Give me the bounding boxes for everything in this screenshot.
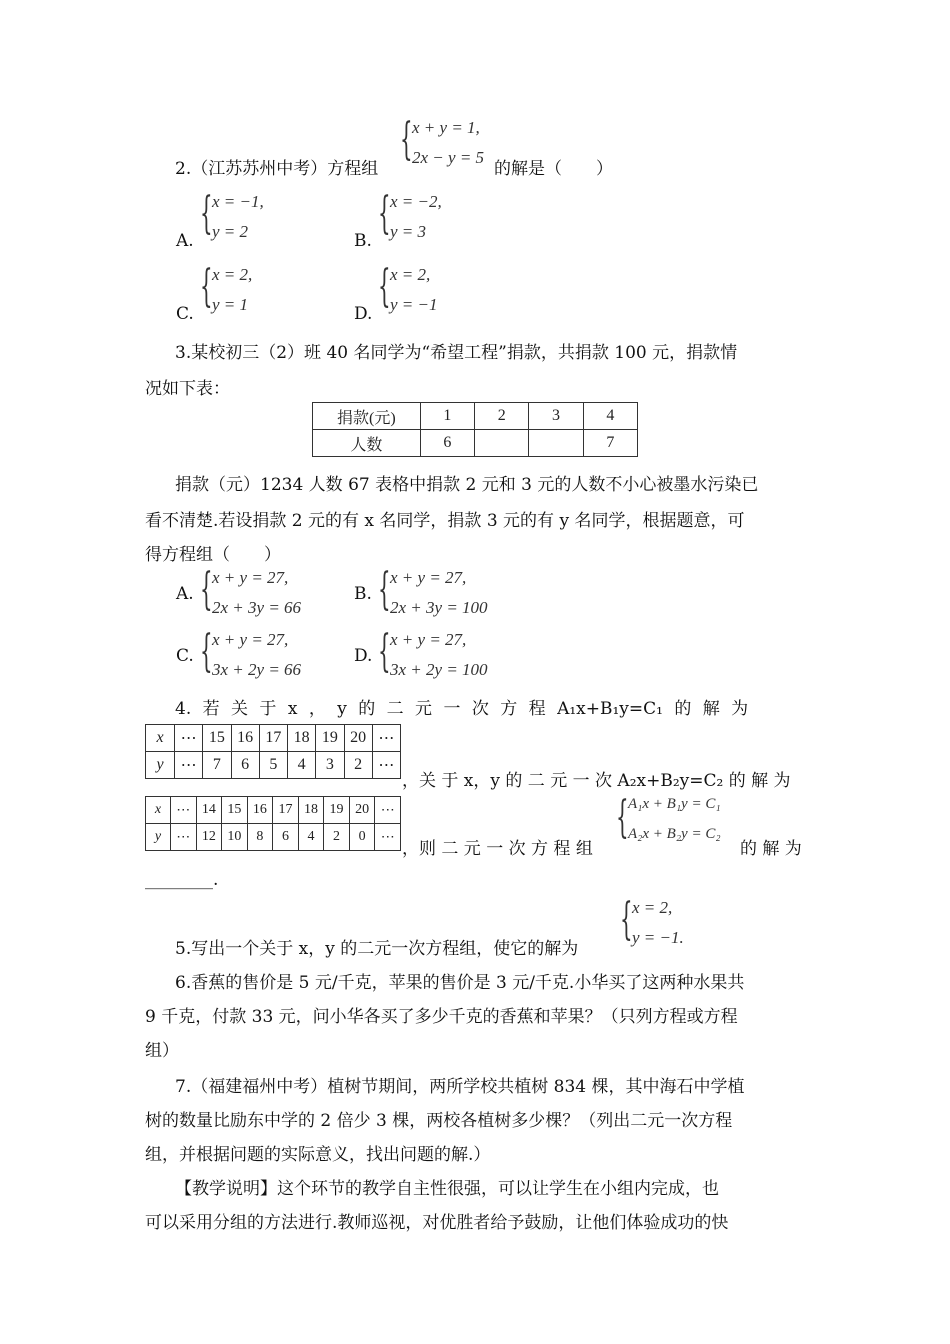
equation-line: x = −1, [212, 192, 264, 211]
table-cell: 6 [420, 430, 474, 457]
table-cell: 4 [583, 403, 637, 430]
table-cell: ⋯ [372, 752, 400, 779]
q4-solution-table-2 [145, 796, 401, 851]
table-cell: ⋯ [372, 725, 400, 752]
q4-answer-blank: ________. [145, 870, 219, 890]
table-row [146, 725, 401, 752]
q3-paragraph-line3: 得方程组（ ） [145, 545, 281, 565]
equation-line: 2x + 3y = 66 [212, 598, 302, 617]
brace-icon: { [200, 261, 213, 312]
table-cell: 7 [583, 430, 637, 457]
table-row [313, 430, 638, 457]
brace-icon: { [378, 261, 391, 312]
table-cell: 20 [349, 797, 375, 824]
equation-line: A₂x + B₂y = C₂ [628, 826, 721, 842]
q6-line3: 组） [145, 1041, 179, 1061]
brace-icon: { [200, 626, 213, 677]
table-cell: 0 [349, 824, 375, 851]
brace-icon: { [378, 188, 391, 239]
brace-icon: { [616, 792, 629, 843]
table-cell: 17 [259, 725, 287, 752]
q6-line1: 6.香蕉的售价是 5 元/千克，苹果的售价是 3 元/千克.小华买了这两种水果共 [175, 973, 745, 993]
table-cell: 3 [529, 403, 583, 430]
brace-icon: { [378, 626, 391, 677]
equation-line: x = −2, [390, 192, 442, 211]
q3-option-d-label: D. [354, 646, 373, 666]
table-cell: 15 [222, 797, 248, 824]
table-cell: 2 [344, 752, 372, 779]
q4-line1: 4. 若 关 于 x ， y 的 二 元 一 次 方 程 A₁x+B₁y=C₁ 的 解 为 [175, 699, 749, 719]
table-cell: 8 [247, 824, 273, 851]
table-cell: y [146, 752, 175, 779]
table-cell: x [146, 725, 175, 752]
equation-line: 2x − y = 5 [412, 148, 485, 167]
q3-option-c-label: C. [176, 646, 194, 666]
equation-line: y = −1 [390, 295, 438, 314]
table-cell: 16 [231, 725, 259, 752]
table-cell: ⋯ [175, 752, 203, 779]
equation-line: y = −1. [632, 928, 684, 947]
equation-line: 2x + 3y = 100 [390, 598, 488, 617]
equation-line: y = 2 [212, 222, 249, 241]
teaching-note-line1: 【教学说明】这个环节的教学自主性很强，可以让学生在小组内完成，也 [175, 1179, 719, 1199]
q5-text: 5.写出一个关于 x，y 的二元一次方程组，使它的解为 [175, 939, 579, 959]
equation-line: x = 2, [632, 898, 673, 917]
table-row [146, 752, 401, 779]
q4-then-text: ，则 二 元 一 次 方 程 组 [402, 839, 593, 859]
table-cell: y [146, 824, 171, 851]
equation-line: x = 2, [212, 265, 253, 284]
equation-line: x + y = 27, [390, 630, 467, 649]
equation-line: x + y = 27, [212, 630, 289, 649]
table-cell [529, 430, 583, 457]
table-cell: 6 [273, 824, 299, 851]
table-row [146, 824, 401, 851]
table-cell: ⋯ [175, 725, 203, 752]
table-row [146, 797, 401, 824]
q2-option-d-label: D. [354, 304, 373, 324]
table-cell: ⋯ [375, 797, 401, 824]
q2-prefix: 2.（江苏苏州中考）方程组 [175, 159, 379, 179]
q3-line2: 况如下表： [145, 379, 230, 399]
table-cell: ⋯ [171, 824, 197, 851]
table-cell: 3 [316, 752, 344, 779]
brace-icon: { [400, 114, 413, 165]
equation-line: 3x + 2y = 100 [390, 660, 488, 679]
table-cell: 人数 [313, 430, 421, 457]
table-cell: 12 [196, 824, 222, 851]
table-cell: 7 [203, 752, 231, 779]
q2-option-c-label: C. [176, 304, 194, 324]
q7-line2: 树的数量比励东中学的 2 倍少 3 棵，两校各植树多少棵？（列出二元一次方程 [145, 1111, 733, 1131]
q3-donation-table [312, 402, 638, 457]
table-cell: 19 [316, 725, 344, 752]
table-cell: 14 [196, 797, 222, 824]
equation-line: x + y = 27, [212, 568, 289, 587]
table-cell: 捐款(元) [313, 403, 421, 430]
q6-line2: 9 千克，付款 33 元，问小华各买了多少千克的香蕉和苹果？（只列方程或方程 [145, 1007, 738, 1027]
table-cell: 4 [288, 752, 316, 779]
equation-line: x = 2, [390, 265, 431, 284]
table-cell: x [146, 797, 171, 824]
table-row [313, 403, 638, 430]
q4-mid-text: ，关 于 x，y 的 二 元 一 次 A₂x+B₂y=C₂ 的 解 为 [402, 771, 791, 791]
table-cell: 15 [203, 725, 231, 752]
table-cell: 19 [324, 797, 350, 824]
brace-icon: { [620, 894, 633, 945]
q4-tail-text: 的 解 为 [740, 839, 802, 859]
table-cell: 2 [475, 403, 529, 430]
table-cell: 16 [247, 797, 273, 824]
equation-line: y = 1 [212, 295, 249, 314]
q3-line1: 3.某校初三（2）班 40 名同学为“希望工程”捐款，共捐款 100 元，捐款情 [175, 343, 738, 363]
table-cell: 18 [298, 797, 324, 824]
q2-option-b-label: B. [354, 231, 372, 251]
q2-suffix: 的解是（ ） [494, 159, 613, 179]
q3-option-b-label: B. [354, 584, 372, 604]
brace-icon: { [378, 564, 391, 615]
table-cell: ⋯ [375, 824, 401, 851]
q3-paragraph-line1: 捐款（元）1234 人数 67 表格中捐款 2 元和 3 元的人数不小心被墨水污染已 [175, 475, 759, 495]
table-cell: 18 [288, 725, 316, 752]
q7-line3: 组，并根据问题的实际意义，找出问题的解.） [145, 1145, 491, 1165]
equation-line: x + y = 1, [412, 118, 480, 137]
q3-paragraph-line2: 看不清楚.若设捐款 2 元的有 x 名同学，捐款 3 元的有 y 名同学，根据题意，可 [145, 511, 745, 531]
table-cell: 1 [420, 403, 474, 430]
brace-icon: { [200, 564, 213, 615]
equation-line: A₁x + B₁y = C₁ [628, 796, 721, 812]
table-cell: 10 [222, 824, 248, 851]
q3-option-a-label: A. [176, 584, 194, 604]
table-cell: 6 [231, 752, 259, 779]
table-cell: ⋯ [171, 797, 197, 824]
equation-line: y = 3 [390, 222, 427, 241]
teaching-note-line2: 可以采用分组的方法进行.教师巡视，对优胜者给予鼓励，让他们体验成功的快 [145, 1213, 729, 1233]
table-cell [475, 430, 529, 457]
table-cell: 2 [324, 824, 350, 851]
table-cell: 20 [344, 725, 372, 752]
equation-line: x + y = 27, [390, 568, 467, 587]
table-cell: 17 [273, 797, 299, 824]
brace-icon: { [200, 188, 213, 239]
table-cell: 4 [298, 824, 324, 851]
q2-option-a-label: A. [176, 231, 194, 251]
table-cell: 5 [259, 752, 287, 779]
q4-solution-table-1 [145, 724, 401, 779]
q7-line1: 7.（福建福州中考）植树节期间，两所学校共植树 834 棵，其中海石中学植 [175, 1077, 745, 1097]
equation-line: 3x + 2y = 66 [212, 660, 302, 679]
